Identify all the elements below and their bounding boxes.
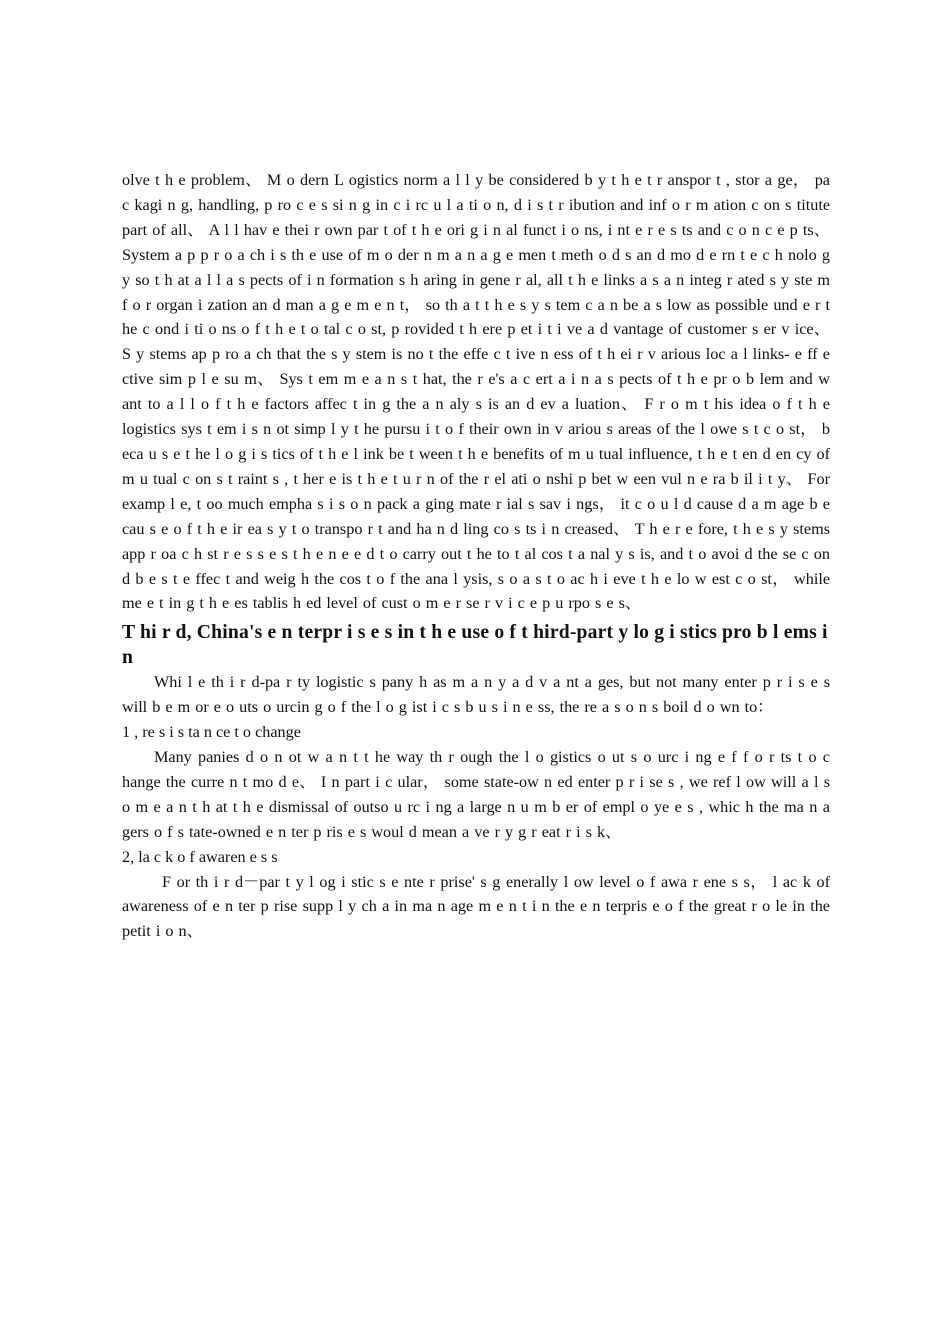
- section-heading: T hi r d, China's e n terpr i s e s in t h e use o f t hird-part y lo g i stics pro b l ems i n: [122, 622, 828, 669]
- subheading-lack-of-awareness: 2, la c k o f awaren e s s: [122, 847, 278, 866]
- paragraph-resistance: Many panies d o n ot w a n t t he way th r ough the l o gistics o ut s o urc i ng e f f o r ts t o c hange the curre n t mo d e、 I n part i c ular， some state-ow n ed enter p r i se s , we ref l ow will a l s o m e a n t h at t h e dismissal of outso u rc i ng a large n u m b er of empl o ye e s , whic h the ma n a gers o f s tate-owned e n ter p ris e s woul d mean a ve r y g r eat r i s k、: [122, 748, 830, 841]
- paragraph-intro-third-party: Whi l e th i r d-pa r ty logistic s pany h as m a n y a d v a nt a ges, but not many enter p r i s e s will b e m or e o uts o urcin g o f the l o g ist i c s b u s i n e ss, the re a s o n s boil d o wn to：: [122, 673, 830, 717]
- intro-paragraph: olve t h e problem、 M o dern L ogistics norm a l l y be considered b y t h e t r anspor t , stor a ge， pa c kagi n g, handling, p ro c e s si n g in c i rc u l a ti o n, d i s t r ibution and inf o r m ation c on s titute part of all、 A l l hav e thei r own par t of t h e ori g i n al funct i o ns, i nt e r e s ts and c o n c e p ts、 System a p p r o a ch i s th e use of m o der n m a n a g e men t meth o d s an d mo d e rn t e c h nolo g y so t h at a l l a s pects of i n formation s h aring in gene r al, all t h e links a s a n integ r ated s y ste m f o r organ i zation an d man a g e m e n t， so th a t t h e s y s tem c a n be a s low as possible und e r t he c ond i ti o ns o f t h e t o tal c o st, p rovided t h ere p et i t i ve a d vantage of customer s er v ice、 S y stems ap p ro a ch that the s y stem is no t the effe c t ive n ess of t h ei r v arious loc a l links- e ff e ctive sim p l e su m、 Sys t em m e a n s t hat, the r e's a c ert a i n a s pects of t h e pr o b lem and w ant to a l l o f t h e factors affec t in g the a n aly s is an d ev a luation、 F r o m t his idea o f t h e logistics sys t em i s n ot simp l y t he pursu i t o f their own in v ariou s areas of the l owe s t c o st， b eca u s e t he l o g i s tics of t h e l ink be t ween t h e benefits of m u tual influence, t h e t en d en cy of m u tual c on s t raint s , t her e is t h e t u r n of the r el ati o nshi p bet w een vul n e ra b il i t y、 For examp l e, t oo much empha s i s o n pack a ging mate r ial s sav i ngs， it c o u l d cause d a m age b e cau s e o f t h e ir ea s y t o transpo r t and ha n d ling co s ts i n creased、 T h e r e fore, t h e s y stems app r oa c h st r e s s e s t h e n e e d t o carry out t he to t al cos t a nal y s is, and t o avoi d the se c on d b e s t e ffec t and weig h the cos t o f the ana l ysis, s o a s t o ac h i eve t h e lo w est c o st， while me e t in g t h e es tablis h ed level of cust o m e r se r v i c e p u rpo s e s、: [122, 171, 830, 613]
- intro-section: [122, 168, 830, 616]
- subheading-resistance-to-change: 1 , re s i s ta n ce t o change: [122, 723, 301, 742]
- paragraph-awareness: F or th i r d－par t y l og i stic s e nte r prise' s g enerally l ow level o f awa r ene s s， l ac k of awareness of e n ter p rise supp l y ch a in ma n age m e n t i n the e n terpris e o f the great r o le in the petit i o n、: [122, 872, 830, 941]
- document-page: [122, 168, 830, 944]
